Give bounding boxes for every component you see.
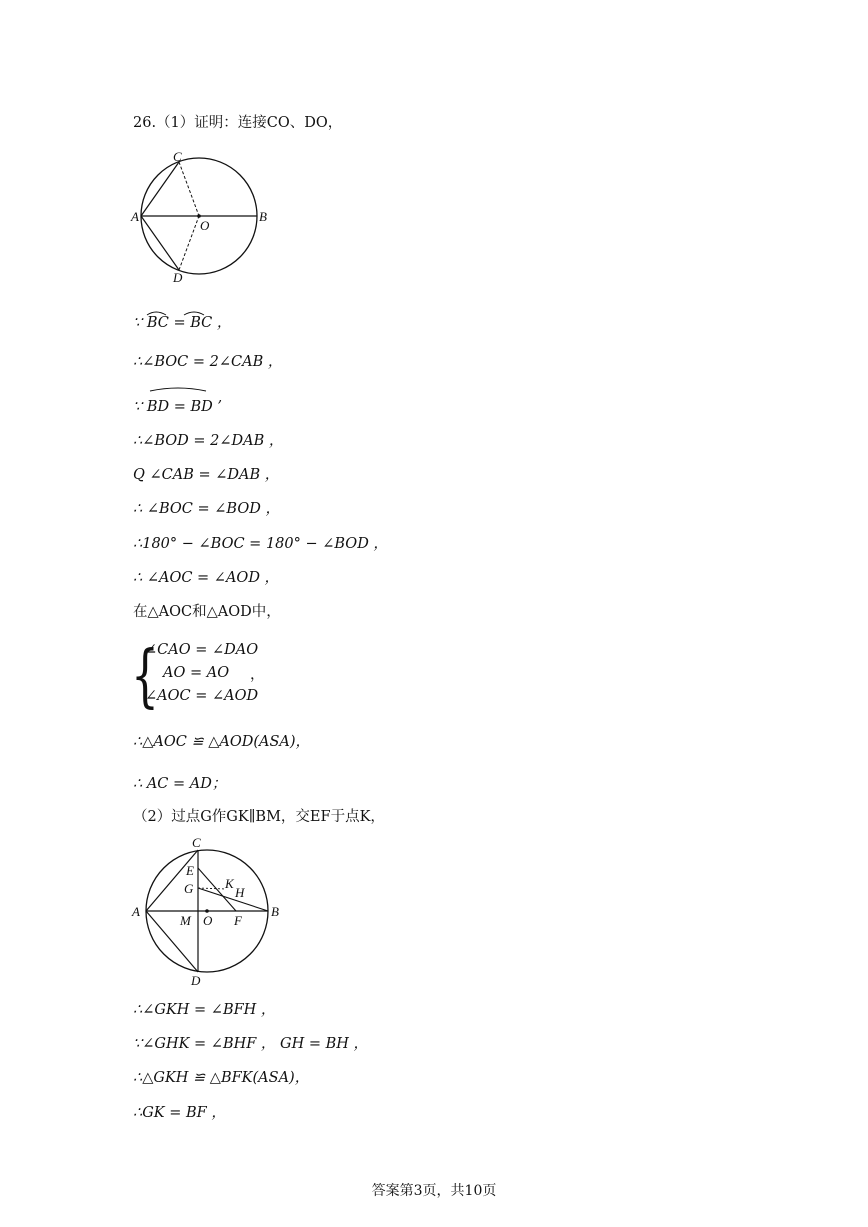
step-2: ∴∠BOC = 2∠CAB ， — [133, 354, 283, 370]
label2-h: H — [235, 885, 245, 900]
label2-g: G — [184, 881, 194, 896]
step-7: ∴180° − ∠BOC = 180° − ∠BOD ， — [133, 536, 388, 552]
step-6: ∴ ∠BOC = ∠BOD ， — [133, 501, 280, 517]
step-9: 在△AOC和△AOD中， — [133, 604, 281, 620]
label2-k: K — [225, 876, 234, 891]
system-brace: { — [131, 636, 159, 716]
page-footer: 答案第3页，共10页 — [371, 1183, 497, 1199]
arc-mark-bd — [148, 385, 228, 395]
step-5: Q ∠CAB = ∠DAB ， — [133, 467, 280, 483]
label-a: A — [131, 209, 139, 224]
step-4: ∴∠BOD = 2∠DAB ， — [133, 433, 284, 449]
label2-o: O — [203, 913, 213, 928]
label2-d: D — [191, 973, 201, 988]
figure-circle-1 — [128, 148, 288, 288]
system-row-2: AO = AO — [163, 665, 230, 681]
figure-circle-2 — [126, 832, 296, 992]
system-comma: ， — [250, 667, 265, 683]
label2-e: E — [186, 863, 194, 878]
problem-header: 26.（1）证明：连接CO、DO， — [133, 115, 343, 131]
conclusion-2: ∴ AC = AD； — [133, 776, 227, 792]
label-o: O — [200, 218, 210, 233]
system-row-1: ∠CAO = ∠DAO — [145, 642, 259, 658]
label2-a: A — [132, 904, 140, 919]
step-3: ∵ BD = BD ’ — [133, 399, 222, 415]
label-b: B — [259, 209, 267, 224]
label-d: D — [173, 270, 183, 285]
step2-2: ∵∠GHK = ∠BHF ， GH = BH ， — [133, 1036, 369, 1052]
conclusion-1: ∴△AOC ≌ △AOD(ASA)， — [133, 734, 311, 750]
step2-3: ∴△GKH ≌ △BFK(ASA)， — [133, 1070, 310, 1086]
step-8: ∴ ∠AOC = ∠AOD ， — [133, 570, 280, 586]
part2-header: （2）过点G作GK∥BM，交EF于点K， — [133, 809, 385, 825]
label2-m: M — [180, 913, 191, 928]
step2-1: ∴∠GKH = ∠BFH ， — [133, 1002, 276, 1018]
step-1: ∵ BC = BC ， — [133, 315, 232, 331]
arc-marks-1 — [144, 309, 244, 319]
label2-f: F — [234, 913, 242, 928]
system-row-3: ∠AOC = ∠AOD — [145, 688, 259, 704]
step2-4: ∴GK = BF ， — [133, 1105, 226, 1121]
label-c: C — [173, 149, 182, 164]
label2-b: B — [271, 904, 279, 919]
label2-c: C — [192, 835, 201, 850]
